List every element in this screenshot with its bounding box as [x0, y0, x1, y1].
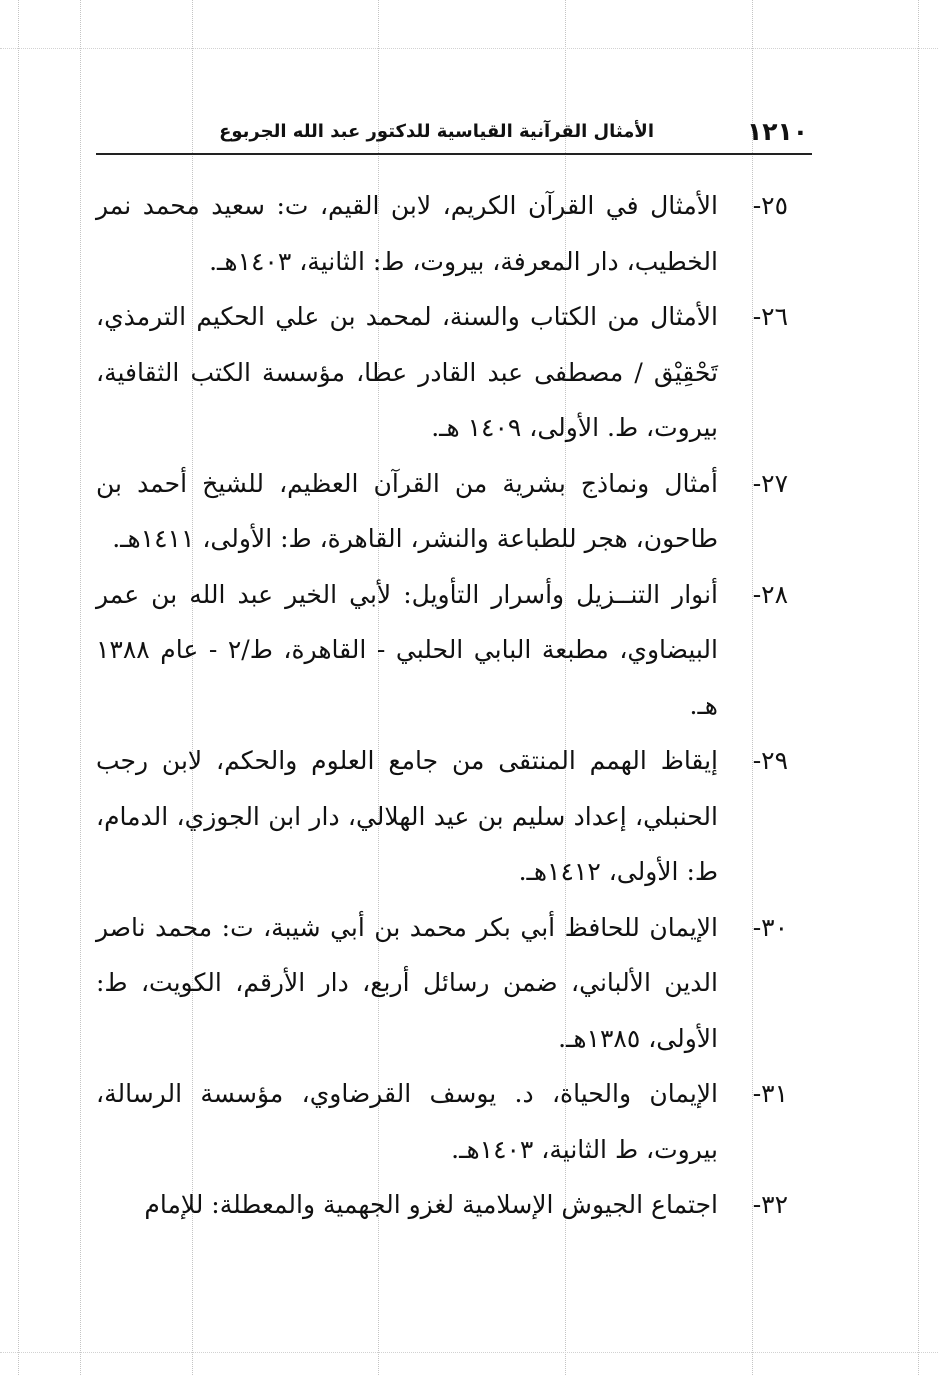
entry-number: ٢٥- — [752, 191, 788, 220]
entry-number: ٢٦- — [752, 302, 788, 331]
entry-text: الأمثال من الكتاب والسنة، لمحمد بن علي الحكيم الترمذي، تَحْقِيْق / مصطفى عبد القادر عطا، مؤسسة الكتب الثقافية، بيروت، ط. الأولى، ١٤٠٩ هـ. — [96, 302, 718, 442]
entry-number: ٣١- — [752, 1079, 788, 1108]
scan-guide-line — [918, 0, 919, 1375]
page-header — [96, 113, 812, 155]
bibliography-entry — [96, 900, 788, 1067]
entry-number: ٢٨- — [752, 579, 788, 609]
entry-number: ٣٢- — [752, 1190, 788, 1219]
entry-number: ٣٠- — [752, 912, 788, 942]
entry-text: أمثال ونماذج بشرية من القرآن العظيم، للشيخ أحمد بن طاحون، هجر للطباعة والنشر، القاهرة، ط: الأولى، ١٤١١هـ. — [96, 468, 718, 553]
bibliography-entry — [96, 1177, 788, 1233]
entry-text: اجتماع الجيوش الإسلامية لغزو الجهمية والمعطلة: للإمام — [144, 1190, 718, 1219]
entry-text: الأمثال في القرآن الكريم، لابن القيم، ت: سعيد محمد نمر الخطيب، دار المعرفة، بيروت، ط: الثانية، ١٤٠٣هـ. — [96, 191, 718, 276]
page-number: ١٢١٠ — [746, 117, 808, 146]
bibliography-entry — [96, 733, 788, 900]
entry-text: إيقاظ الهمم المنتقى من جامع العلوم والحكم، لابن رجب الحنبلي، إعداد سليم بن عيد الهلالي، دار ابن الجوزي، الدمام، ط: الأولى، ١٤١٢هـ. — [96, 746, 718, 886]
bibliography-entry — [96, 289, 788, 456]
bibliography-entry — [96, 567, 788, 734]
entry-number: ٢٧- — [752, 468, 788, 498]
scan-guide-line — [0, 48, 938, 49]
bibliography-entry — [96, 178, 788, 289]
bibliography-entry — [96, 1066, 788, 1177]
entry-text: أنوار التنــزيل وأسرار التأويل: لأبي الخير عبد الله بن عمر البيضاوي، مطبعة البابي الحلبي - القاهرة، ط/٢ - عام ١٣٨٨ هـ. — [96, 579, 718, 720]
bibliography-list — [96, 178, 788, 1233]
entry-text: الإيمان للحافظ أبي بكر محمد بن أبي شيبة، ت: محمد ناصر الدين الألباني، ضمن رسائل أربع، دار الأرقم، الكويت، ط: الأولى، ١٣٨٥هـ. — [96, 912, 718, 1053]
scan-guide-line — [0, 1352, 938, 1353]
running-title: الأمثال القرآنية القياسية للدكتور عبد الله الجربوع — [219, 121, 654, 142]
scan-guide-line — [80, 0, 81, 1375]
entry-number: ٢٩- — [752, 746, 788, 775]
scan-guide-line — [18, 0, 19, 1375]
bibliography-entry — [96, 456, 788, 567]
entry-text: الإيمان والحياة، د. يوسف القرضاوي، مؤسسة الرسالة، بيروت، ط الثانية، ١٤٠٣هـ. — [96, 1079, 718, 1164]
